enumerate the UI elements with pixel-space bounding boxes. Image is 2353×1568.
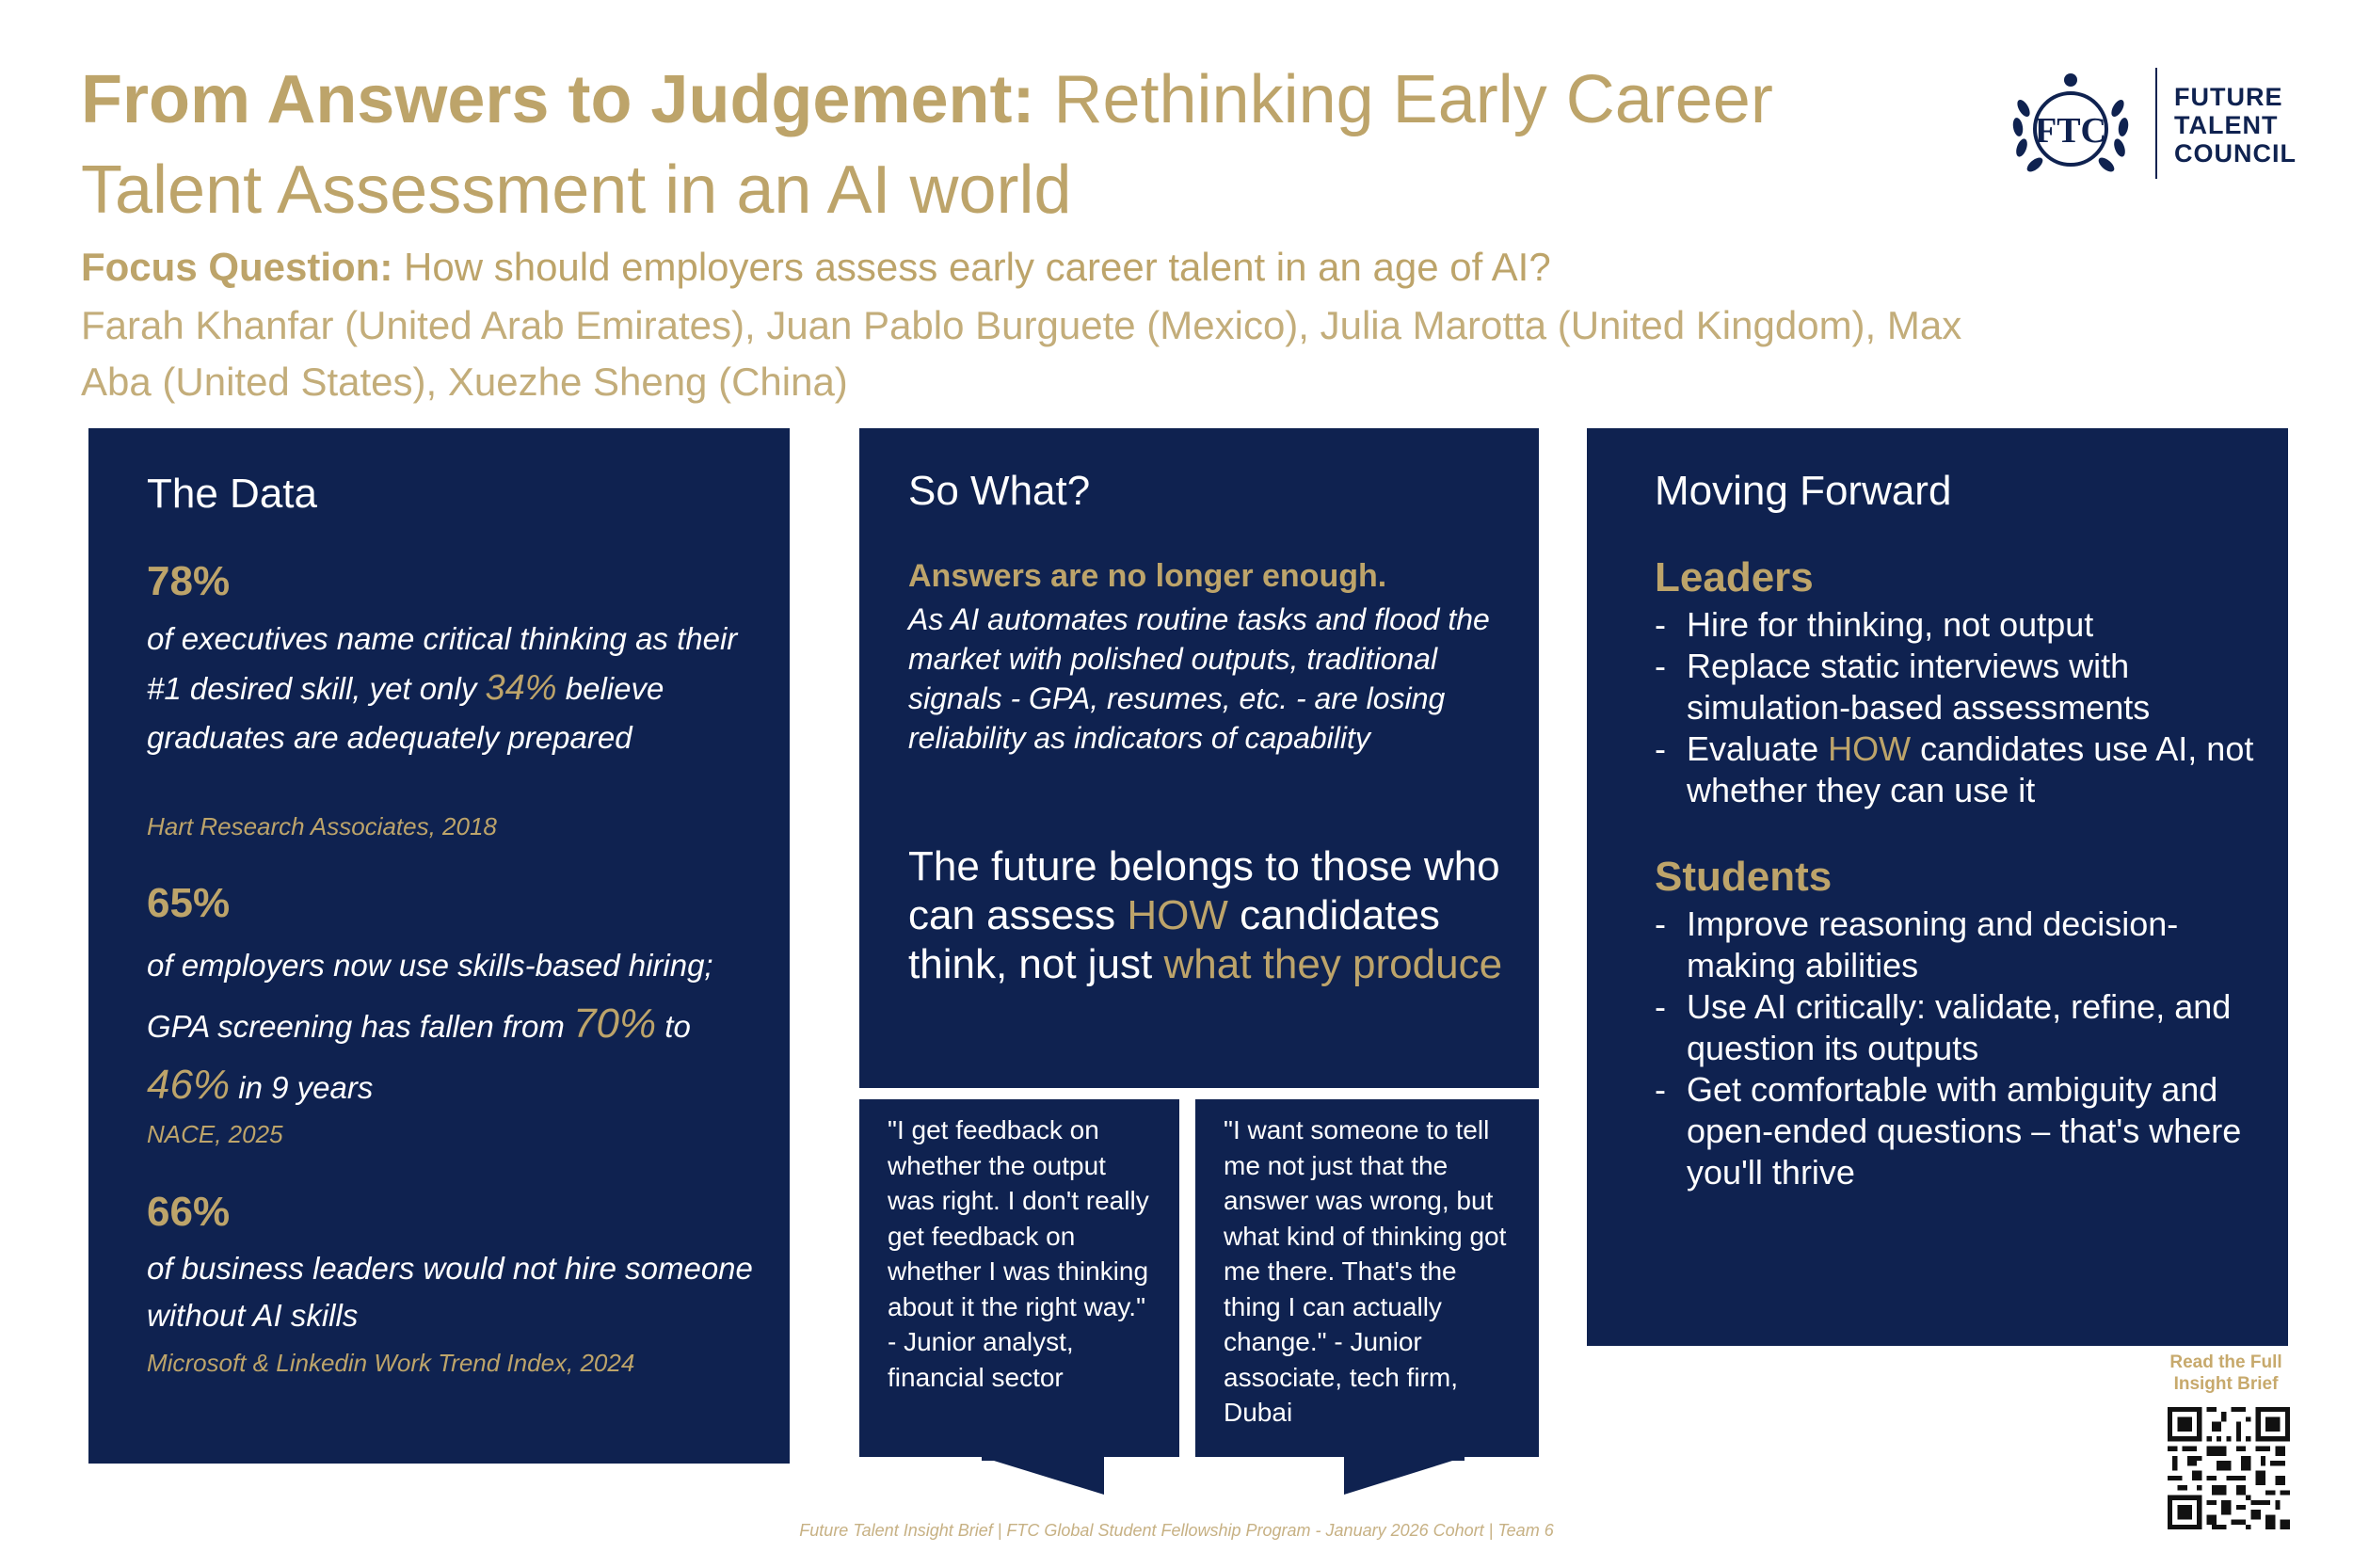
- title-bold: From Answers to Judgement:: [81, 62, 1035, 137]
- key-message-a: The future belongs to those who can assess: [908, 843, 1500, 938]
- stat-2-text-c: in 9 years: [230, 1070, 374, 1105]
- students-item: - Get comfortable with ambiguity and open-ended questions – that's where you'll thrive: [1655, 1069, 2257, 1193]
- stat-2-number: 65%: [147, 880, 231, 926]
- stat-1-text: [147, 615, 768, 762]
- stat-3-number: 66%: [147, 1189, 231, 1235]
- students-heading: Students: [1655, 854, 1833, 900]
- stat-1-highlight: 34%: [485, 668, 557, 708]
- key-message-highlight-2: what they produce: [1163, 941, 1503, 987]
- emblem-letters: FTC: [2035, 111, 2106, 151]
- leaders-item-3-highlight: HOW: [1828, 729, 1912, 768]
- so-what-body: As AI automates routine tasks and flood the market with polished outputs, traditional signals - GPA, resumes, etc. - are losing reliability as indicators of capability: [908, 602, 1490, 755]
- stat-2-highlight-1: 70%: [573, 1000, 657, 1047]
- qr-label: Read the Full Insight Brief: [2169, 1352, 2282, 1394]
- quote-1-tail: [982, 1457, 1104, 1495]
- authors: Farah Khanfar (United Arab Emirates), Juan Pablo Burguete (Mexico), Julia Marotta (United Kingdom), Max Aba (United States), Xuezhe Sheng (China): [81, 303, 1962, 404]
- logo-divider: [2155, 68, 2157, 179]
- stat-2-highlight-2: 46%: [147, 1062, 231, 1108]
- focus-text: How should employers assess early career talent in an age of AI?: [392, 245, 1551, 289]
- so-what-lead: Answers are no longer enough.: [908, 558, 1387, 594]
- quote-2-tail: [1344, 1457, 1465, 1495]
- key-message-b: candidates think, not just: [908, 892, 1440, 987]
- qr-code[interactable]: [2168, 1407, 2290, 1529]
- students-item: - Improve reasoning and decision-making abilities: [1655, 904, 2257, 986]
- quote-bubble-1: "I get feedback on whether the output was right. I don't really get feedback on whether I was thinking about it the right way." - Junior analyst, financial sector: [859, 1099, 1179, 1457]
- so-what-key-message: [908, 842, 1511, 989]
- leaders-item-3-a: Evaluate: [1687, 729, 1829, 768]
- leaders-item: - Replace static interviews with simulation-based assessments: [1655, 646, 2257, 728]
- leaders-heading: Leaders: [1655, 554, 1814, 600]
- focus-question: [81, 239, 2057, 296]
- data-panel-title: The Data: [147, 471, 317, 517]
- stat-2-text: [147, 936, 768, 1117]
- stat-1-source: Hart Research Associates, 2018: [147, 812, 497, 840]
- leaders-item: - Hire for thinking, not output: [1655, 604, 2257, 646]
- focus-label: Focus Question:: [81, 245, 393, 289]
- students-item: - Use AI critically: validate, refine, and question its outputs: [1655, 986, 2257, 1069]
- moving-forward-panel: [1587, 428, 2288, 1346]
- stat-3-text: of business leaders would not hire someone without AI skills: [147, 1251, 753, 1333]
- leaders-item: [1655, 728, 2257, 811]
- page-title: [81, 55, 1945, 235]
- quote-bubble-2: "I want someone to tell me not just that the answer was wrong, but what kind of thinking got me there. That's the thing I can actually change." - Junior associate, tech firm, Dubai: [1195, 1099, 1539, 1457]
- stat-1-text-a: of executives name critical thinking as their #1 desired skill, yet only: [147, 621, 738, 706]
- data-panel: [88, 428, 790, 1464]
- stat-2-source: NACE, 2025: [147, 1120, 283, 1148]
- title-rest: Rethinking Early Career Talent Assessment in an AI world: [81, 62, 1773, 228]
- logo-line-2: TALENT: [2174, 111, 2279, 139]
- logo-line-1: FUTURE: [2174, 83, 2283, 111]
- moving-forward-title: Moving Forward: [1655, 468, 1952, 514]
- leaders-list: [1655, 604, 2257, 811]
- stat-1-number: 78%: [147, 558, 231, 604]
- so-what-panel: [859, 428, 1539, 1088]
- stat-2-text-b: to: [656, 1009, 691, 1044]
- logo-line-3: COUNCIL: [2174, 139, 2297, 168]
- leaders-item-3-b: candidates use AI, not whether they can use it: [1687, 729, 2254, 809]
- footer: Future Talent Insight Brief | FTC Global Student Fellowship Program - January 2026 Cohort | Team 6: [799, 1521, 1554, 1540]
- stat-3-source: Microsoft & Linkedin Work Trend Index, 2024: [147, 1349, 635, 1377]
- key-message-highlight-1: HOW: [1127, 892, 1228, 938]
- students-list: [1655, 904, 2257, 1193]
- stat-2-text-a: of employers now use skills-based hiring; GPA screening has fallen from: [147, 948, 713, 1044]
- logo-wordmark: [2174, 83, 2297, 168]
- so-what-title: So What?: [908, 468, 1091, 514]
- stat-1-text-b: believe graduates are adequately prepared: [147, 671, 664, 755]
